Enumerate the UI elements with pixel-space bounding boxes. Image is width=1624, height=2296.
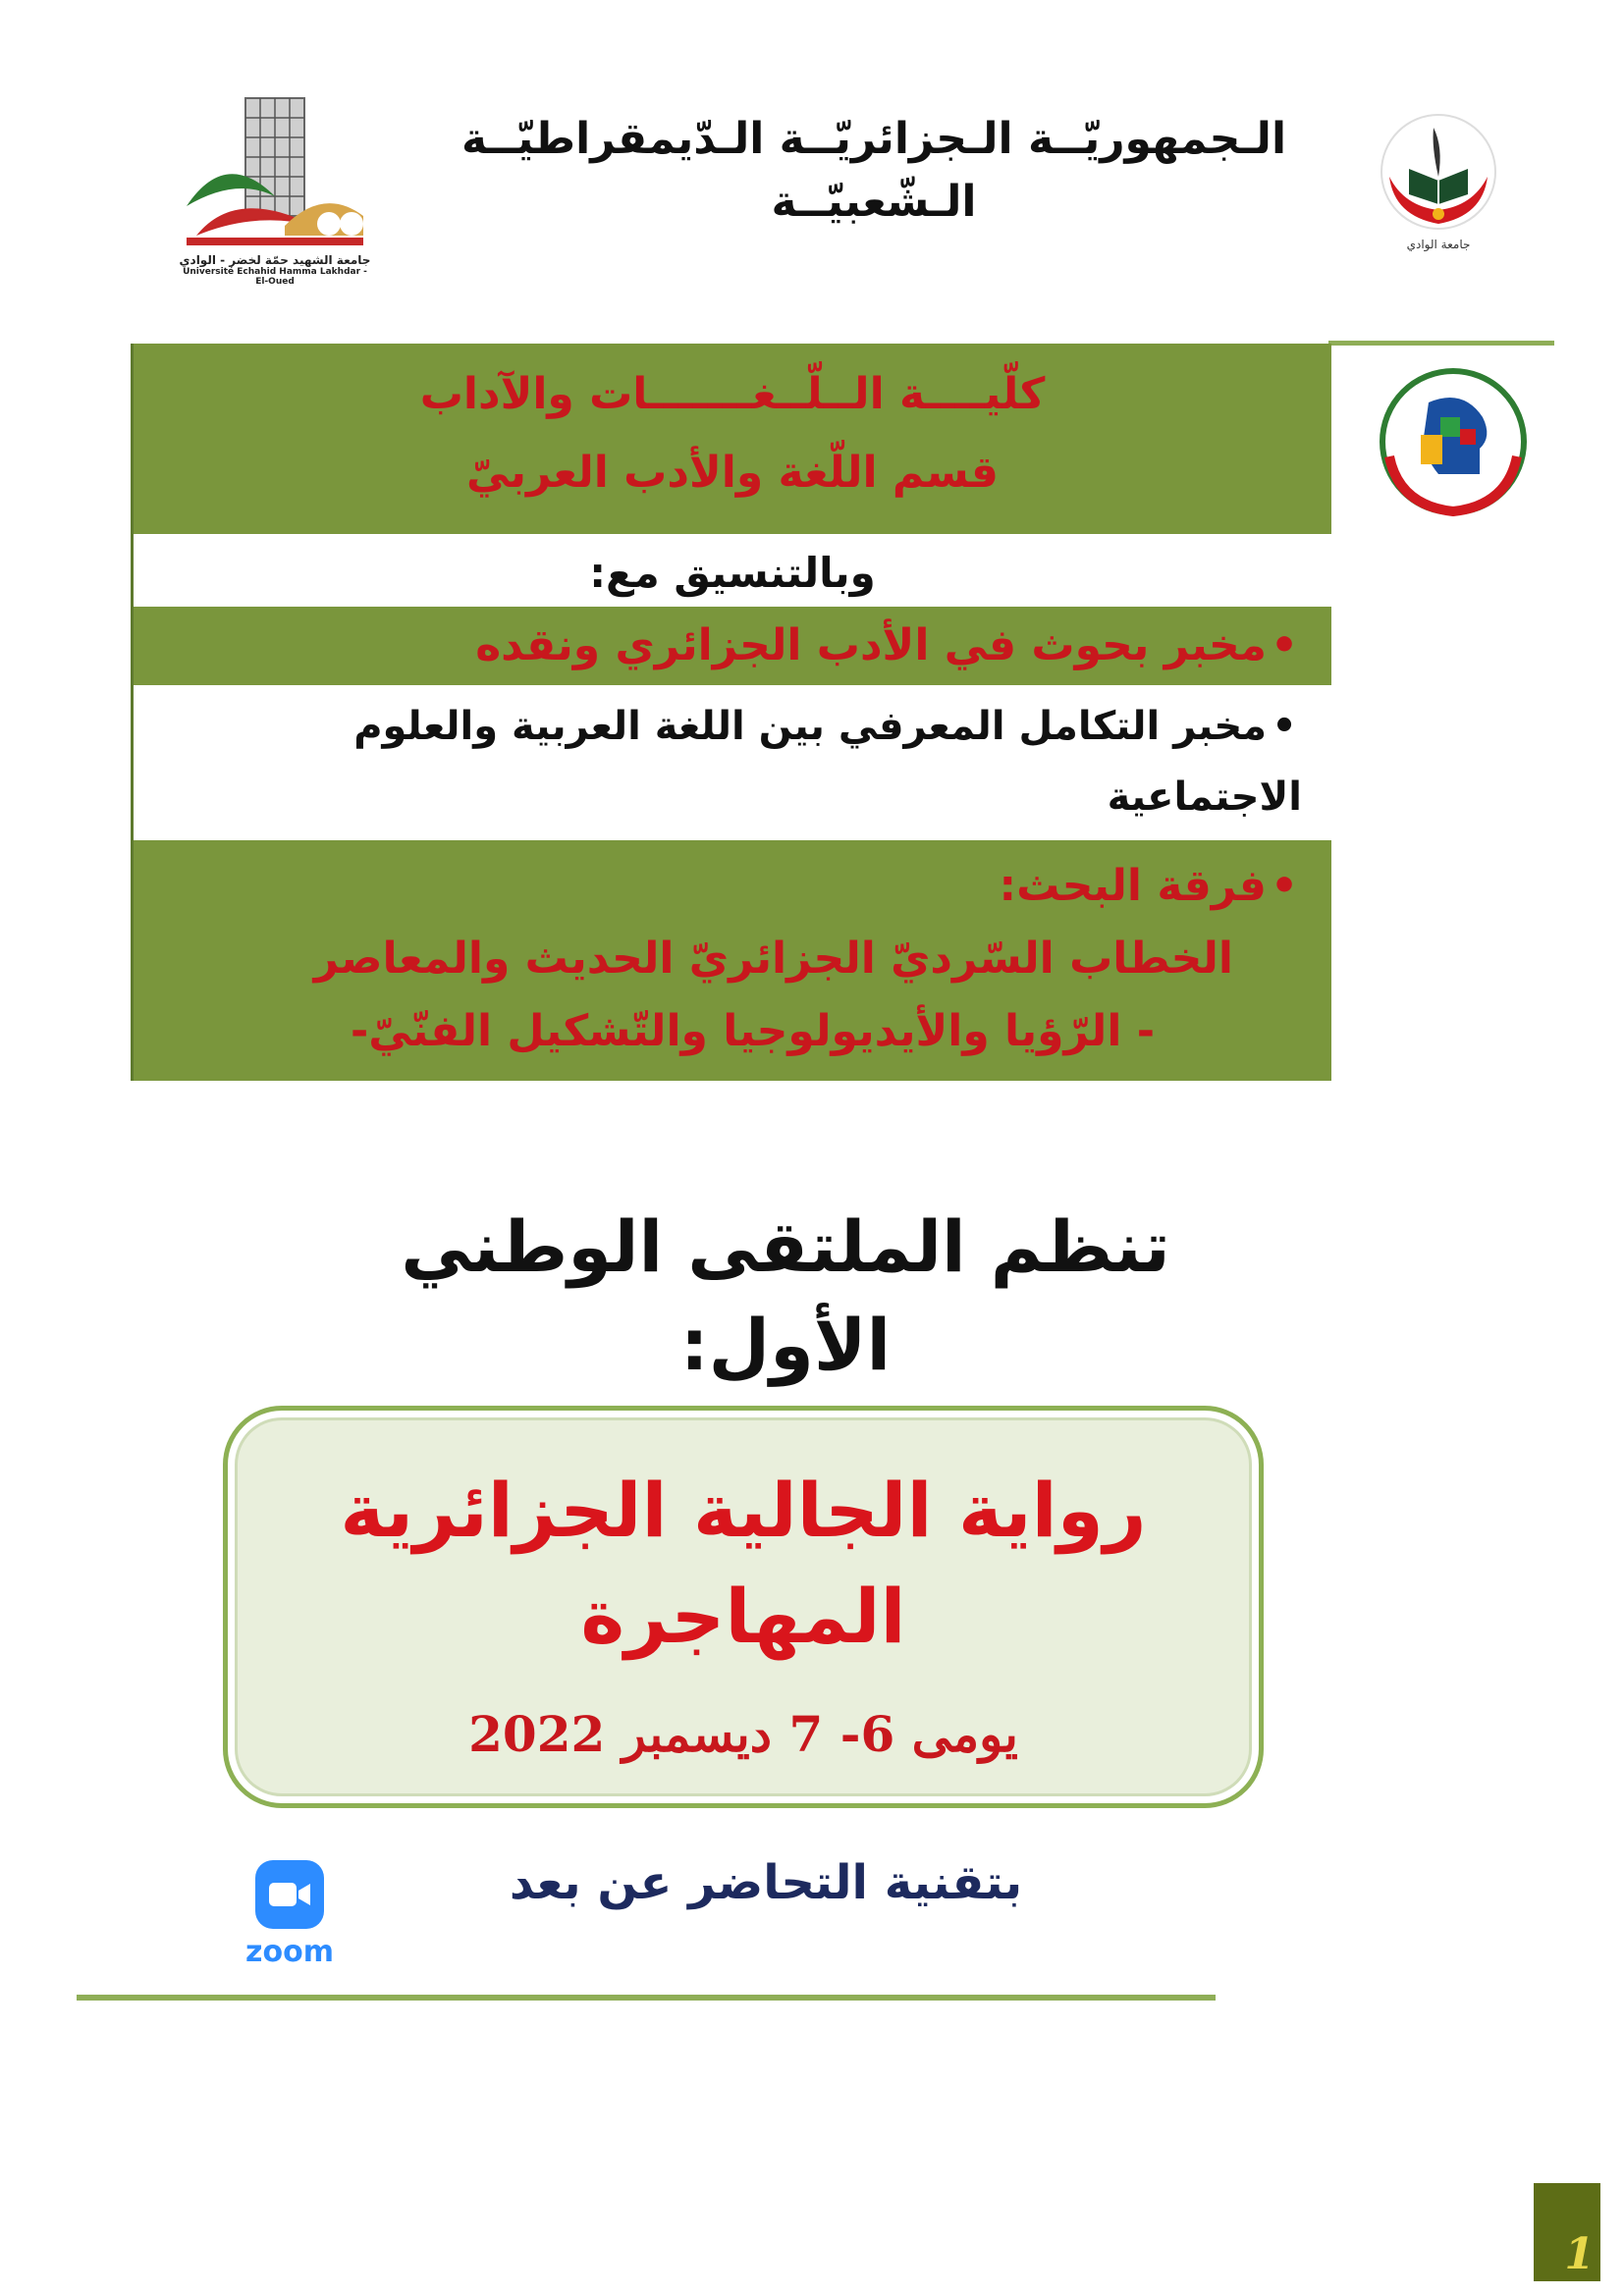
zoom-camera-icon — [255, 1860, 324, 1929]
remote-mode-text: بتقنية التحاضر عن بعد — [509, 1855, 1023, 1910]
top-divider — [1328, 341, 1554, 346]
bullet-icon: • — [1270, 620, 1299, 670]
zoom-logo — [245, 1860, 334, 1969]
lab1-section — [134, 607, 1331, 685]
bullet-icon: • — [1270, 861, 1299, 911]
department-name: قسم اللّغة والأدب العربيّ — [466, 448, 999, 498]
integration-lab-logo — [1370, 358, 1537, 525]
lab2-name-line2: الاجتماعية — [1107, 774, 1302, 820]
bottom-divider — [77, 1995, 1216, 2001]
research-team-section — [134, 840, 1331, 1081]
bullet-icon: • — [1272, 704, 1297, 749]
organizer-block — [131, 344, 1331, 1081]
coordination-label: وبالتنسيق مع: — [589, 549, 876, 597]
lab1-name: مخبر بحوث في الأدب الجزائري ونقده — [475, 620, 1267, 670]
event-title-line2: المهاجرة — [580, 1573, 906, 1660]
page-number-box — [1534, 2183, 1600, 2281]
page-number: 1 — [1564, 2229, 1595, 2279]
lab2-name-line1: مخبر التكامل المعرفي بين اللغة العربية والعلوم — [353, 704, 1267, 749]
lab2-section — [134, 685, 1331, 840]
header-title-line1: الـجمهوريّــة الـجزائريّــة الـدّيمقراطيّــة — [460, 114, 1287, 164]
research-lab-logo — [1375, 108, 1502, 255]
zoom-label: zoom — [245, 1935, 334, 1969]
head-puzzle-icon — [1370, 358, 1537, 525]
event-title-line1: رواية الجالية الجزائرية — [340, 1467, 1147, 1554]
coordination-section — [134, 534, 1331, 607]
team-title-line2: - الرّؤيا والأيديولوجيا والتّشكيل الفنّيّ- — [351, 1006, 1155, 1056]
book-pen-icon — [1375, 108, 1502, 236]
team-label: فرقة البحث: — [999, 861, 1267, 911]
header-title — [412, 108, 1335, 234]
team-title-line1: الخطاب السّرديّ الجزائريّ الحديث والمعاصر — [313, 934, 1233, 984]
lab-logo-caption: جامعة الوادي — [1406, 238, 1471, 251]
event-title — [228, 1458, 1259, 1670]
faculty-name: كلّيــــة الــلّــغـــــــات والآداب — [419, 369, 1046, 419]
event-title-box — [223, 1406, 1264, 1808]
university-logo-caption-ar: جامعة الشهيد حمّة لخضر - الوادي — [179, 253, 371, 267]
university-logo-caption-fr: Université Echahid Hamma Lakhdar - El-Oued — [183, 267, 367, 287]
event-date: يومى 6- 7 ديسمبر 2022 — [468, 1705, 1018, 1763]
university-logo — [177, 88, 373, 285]
faculty-section — [134, 344, 1331, 534]
header-title-line2: الـشّعبيّــة — [771, 177, 977, 227]
event-intro-heading: تنظم الملتقى الوطني الأول: — [401, 1205, 1170, 1386]
